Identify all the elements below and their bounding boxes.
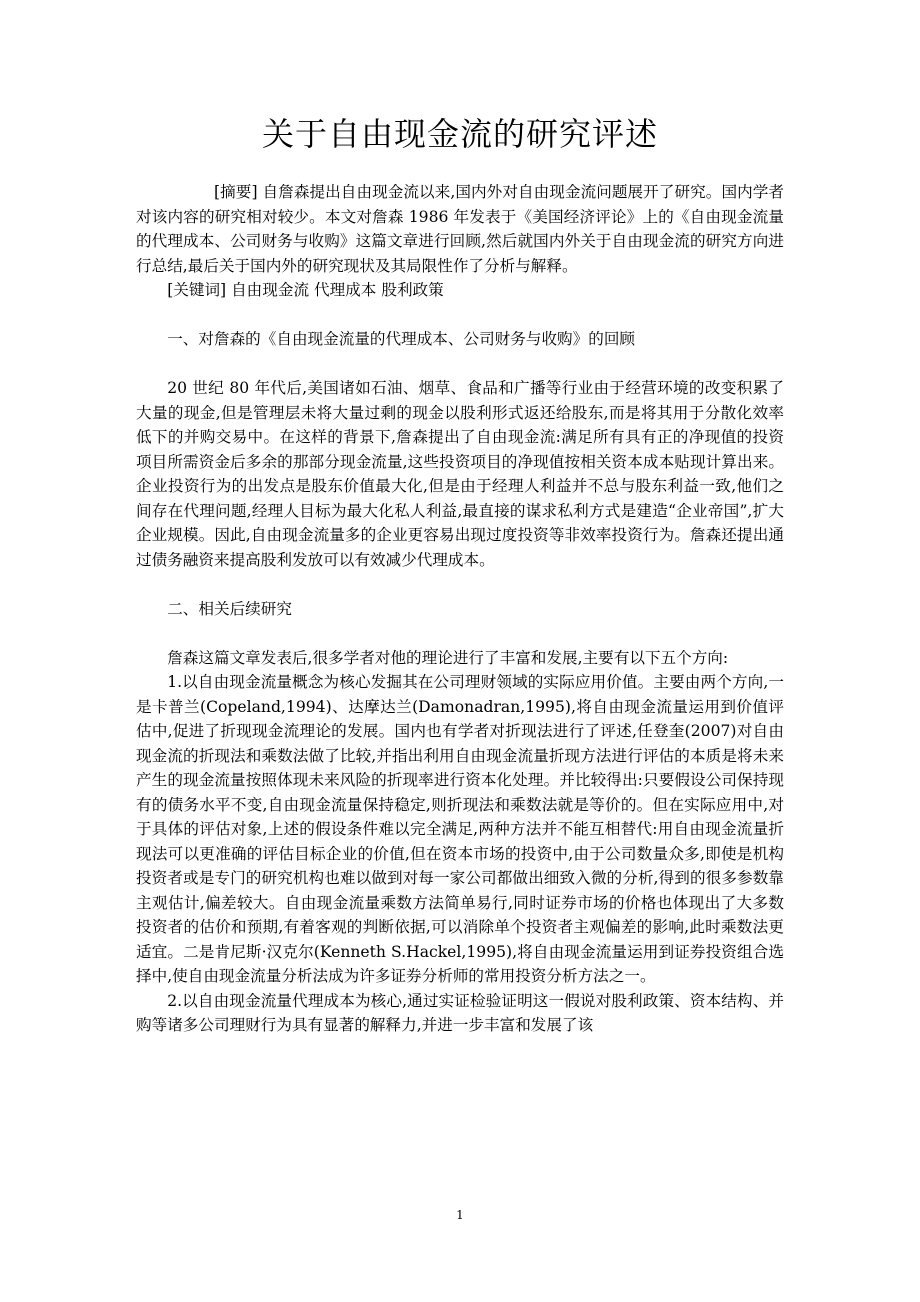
point-2-paragraph: 2.以自由现金流量代理成本为核心,通过实证检验证明这一假说对股利政策、资本结构、并购等诸多公司理财行为具有显著的解释力,并进一步丰富和发展了该 (136, 991, 784, 1034)
abstract-paragraph: [摘要] 自詹森提出自由现金流以来,国内外对自由现金流问题展开了研究。国内学者对该内容的研究相对较少。本文对詹森 1986 年发表于《美国经济评论》上的《自由现金流量的代理成本、公司财务与收购》这篇文章进行回顾,然后就国内外关于自由现金流的研究方向进行总结,最后关于国内外的研究现状及其局限性作了分析与解释。 (136, 183, 784, 275)
section-2-intro: 詹森这篇文章发表后,很多学者对他的理论进行了丰富和发展,主要有以下五个方向: (167, 648, 729, 667)
spacer (136, 303, 784, 328)
point-1-paragraph: 1.以自由现金流量概念为核心发掘其在公司理财领域的实际应用价值。主要由两个方向,一是卡普兰(Copeland,1994)、达摩达兰(Damonadran,1995),将自由现金流量运用到价值评估中,促进了折现现金流理论的发展。国内也有学者对折现法进行了评述,任登奎(2007)对自由现金流的折现法和乘数法做了比较,并指出利用自由现金流量折现方法进行评估的本质是将未来产生的现金流量按照体现未来风险的折现率进行资本化处理。并比较得出:只要假设公司保持现有的债务水平不变,自由现金流量保持稳定,则折现法和乘数法就是等价的。但在实际应用中,对于具体的评估对象,上述的假设条件难以完全满足,两种方法并不能互相替代:用自由现金流量折现法可以更准确的评估目标企业的价值,但在资本市场的投资中,由于公司数量众多,即使是机构投资者或是专门的研究机构也难以做到对每一家公司都做出细致入微的分析,得到的很多参数靠主观估计,偏差较大。自由现金流量乘数方法简单易行,同时证券市场的价格也体现出了大多数投资者的估价和预期,有着客观的判断依据,可以消除单个投资者主观偏差的影响,此时乘数法更适宜。二是肯尼斯·汉克尔(Kenneth S.Hackel,1995),将自由现金流量运用到证券投资组合选择中,使自由现金流量分析法成为许多证券分析师的常用投资分析方法之一。 (136, 673, 784, 985)
spacer (136, 572, 784, 597)
section-1-heading: 一、对詹森的《自由现金流量的代理成本、公司财务与收购》的回顾 (167, 330, 636, 348)
spacer (136, 621, 784, 646)
section-1-paragraph: 20 世纪 80 年代后,美国诸如石油、烟草、食品和广播等行业由于经营环境的改变积累了大量的现金,但是管理层未将大量过剩的现金以股利形式返还给股东,而是将其用于分散化效率低下的并购交易中。在这样的背景下,詹森提出了自由现金流:满足所有具有正的净现值的投资项目所需资金后多余的那部分现金流量,这些投资项目的净现值按相关资本成本贴现计算出来。企业投资行为的出发点是股东价值最大化,但是由于经理人利益并不总与股东利益一致,他们之间存在代理问题,经理人目标为最大化私人利益,最直接的谋求私利方式是建造“企业帝国”,扩大企业规模。因此,自由现金流量多的企业更容易出现过度投资等非效率投资行为。詹森还提出通过债务融资来提高股利发放可以有效减少代理成本。 (136, 379, 784, 569)
document-body (136, 180, 784, 1038)
keywords-line: [关键词] 自由现金流 代理成本 股利政策 (167, 281, 444, 299)
document-title: 关于自由现金流的研究评述 (261, 115, 658, 153)
section-2-heading: 二、相关后续研究 (167, 599, 292, 618)
page-number: 1 (456, 1208, 464, 1222)
spacer (136, 352, 784, 377)
